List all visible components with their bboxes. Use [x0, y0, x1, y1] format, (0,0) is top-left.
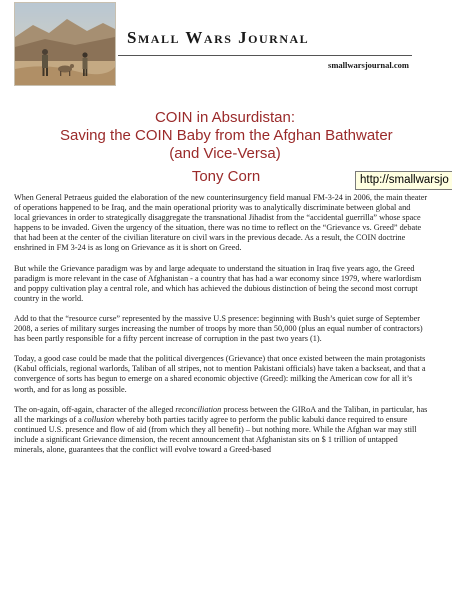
journal-url[interactable]: smallwarsjournal.com [328, 60, 409, 70]
link-tooltip: http://smallwarsjo [355, 171, 452, 190]
article-title-line: Saving the COIN Baby from the Afghan Bathwater [60, 127, 393, 144]
article-body [14, 193, 428, 455]
body-paragraph: But while the Grievance paradigm was by and large adequate to understand the situation in Iraq five years ago, the Greed paradigm is more relevant in the case of Afghanistan - a country that has had a war economy since 1979, where warlordism and poppy cultivation play a central role, and which has achieved the dubious distinction of being the second most corrupt country in the world. [14, 263, 422, 303]
emphasis-text: collusion [83, 414, 115, 424]
body-paragraph: When General Petraeus guided the elaboration of the new counterinsurgency field manual FM-3-24 in 2006, the main theater of operations happened to be Iraq, and the main operational priority was to analytically discriminate between global and local grievances in order to strategically disaggregate the transnational Jihadist from the “accidental guerrilla” whose space happens to be invaded. Given the urgency of the situation, there was no time to reflect on the “Grievance vs. Greed” debate that had been at the center of the civilian literature on civil wars in the previous decade. As a result, the COIN doctrine enshrined in FM 3-24 is as long on Grievance as it is short on Greed. [14, 193, 428, 253]
body-text: The on-again, off-again, character of the alleged [14, 404, 176, 414]
body-text: process between the GIRoA and the Taliban, in particular, has all the markings of a [14, 404, 428, 424]
masthead-photo [14, 2, 116, 86]
article-title-line: COIN in Absurdistan: [154, 109, 296, 126]
emphasis-text: reconciliation [175, 404, 222, 414]
masthead-divider [118, 55, 412, 56]
article-author: Tony Corn [191, 168, 261, 185]
article-title-line: (and Vice-Versa) [169, 145, 281, 162]
body-text: whereby both parties tacitly agree to perform the public kabuki dance required to ensure continued U.S. presence and flow of aid (from which they all benefit) – but nothing more. While the Afghan war may still include a significant Grievance dimension, the recent announcement that Afghanistan sits on $ 1 trillion of untapped minerals, alone, guarantees that the conflict will evolve toward a Greed-based [14, 414, 417, 454]
body-paragraph: Today, a good case could be made that the political divergences (Grievance) that once existed between the main protagonists (Kabul officials, regional warlords, Taliban of all stripes, not to mention Pakistani officials) have taken a backseat, and that a convergence of sorts has begun to emerge on a shared economic objective (Greed): milking the American cow for all it’s worth, and for as long as possible. [14, 354, 426, 394]
journal-title: Small Wars Journal [127, 28, 310, 47]
body-paragraph [14, 405, 428, 455]
article-title [60, 109, 393, 163]
body-paragraph: Add to that the “resource curse” represented by the massive U.S presence: beginning with Bush’s quiet surge of September 2008, a series of military surges increasing the number of troops by more than 50,000 (plus an equal number of contractors) has been partly responsible for a fifty percent increase of corruption in the past two years (1). [14, 313, 423, 344]
